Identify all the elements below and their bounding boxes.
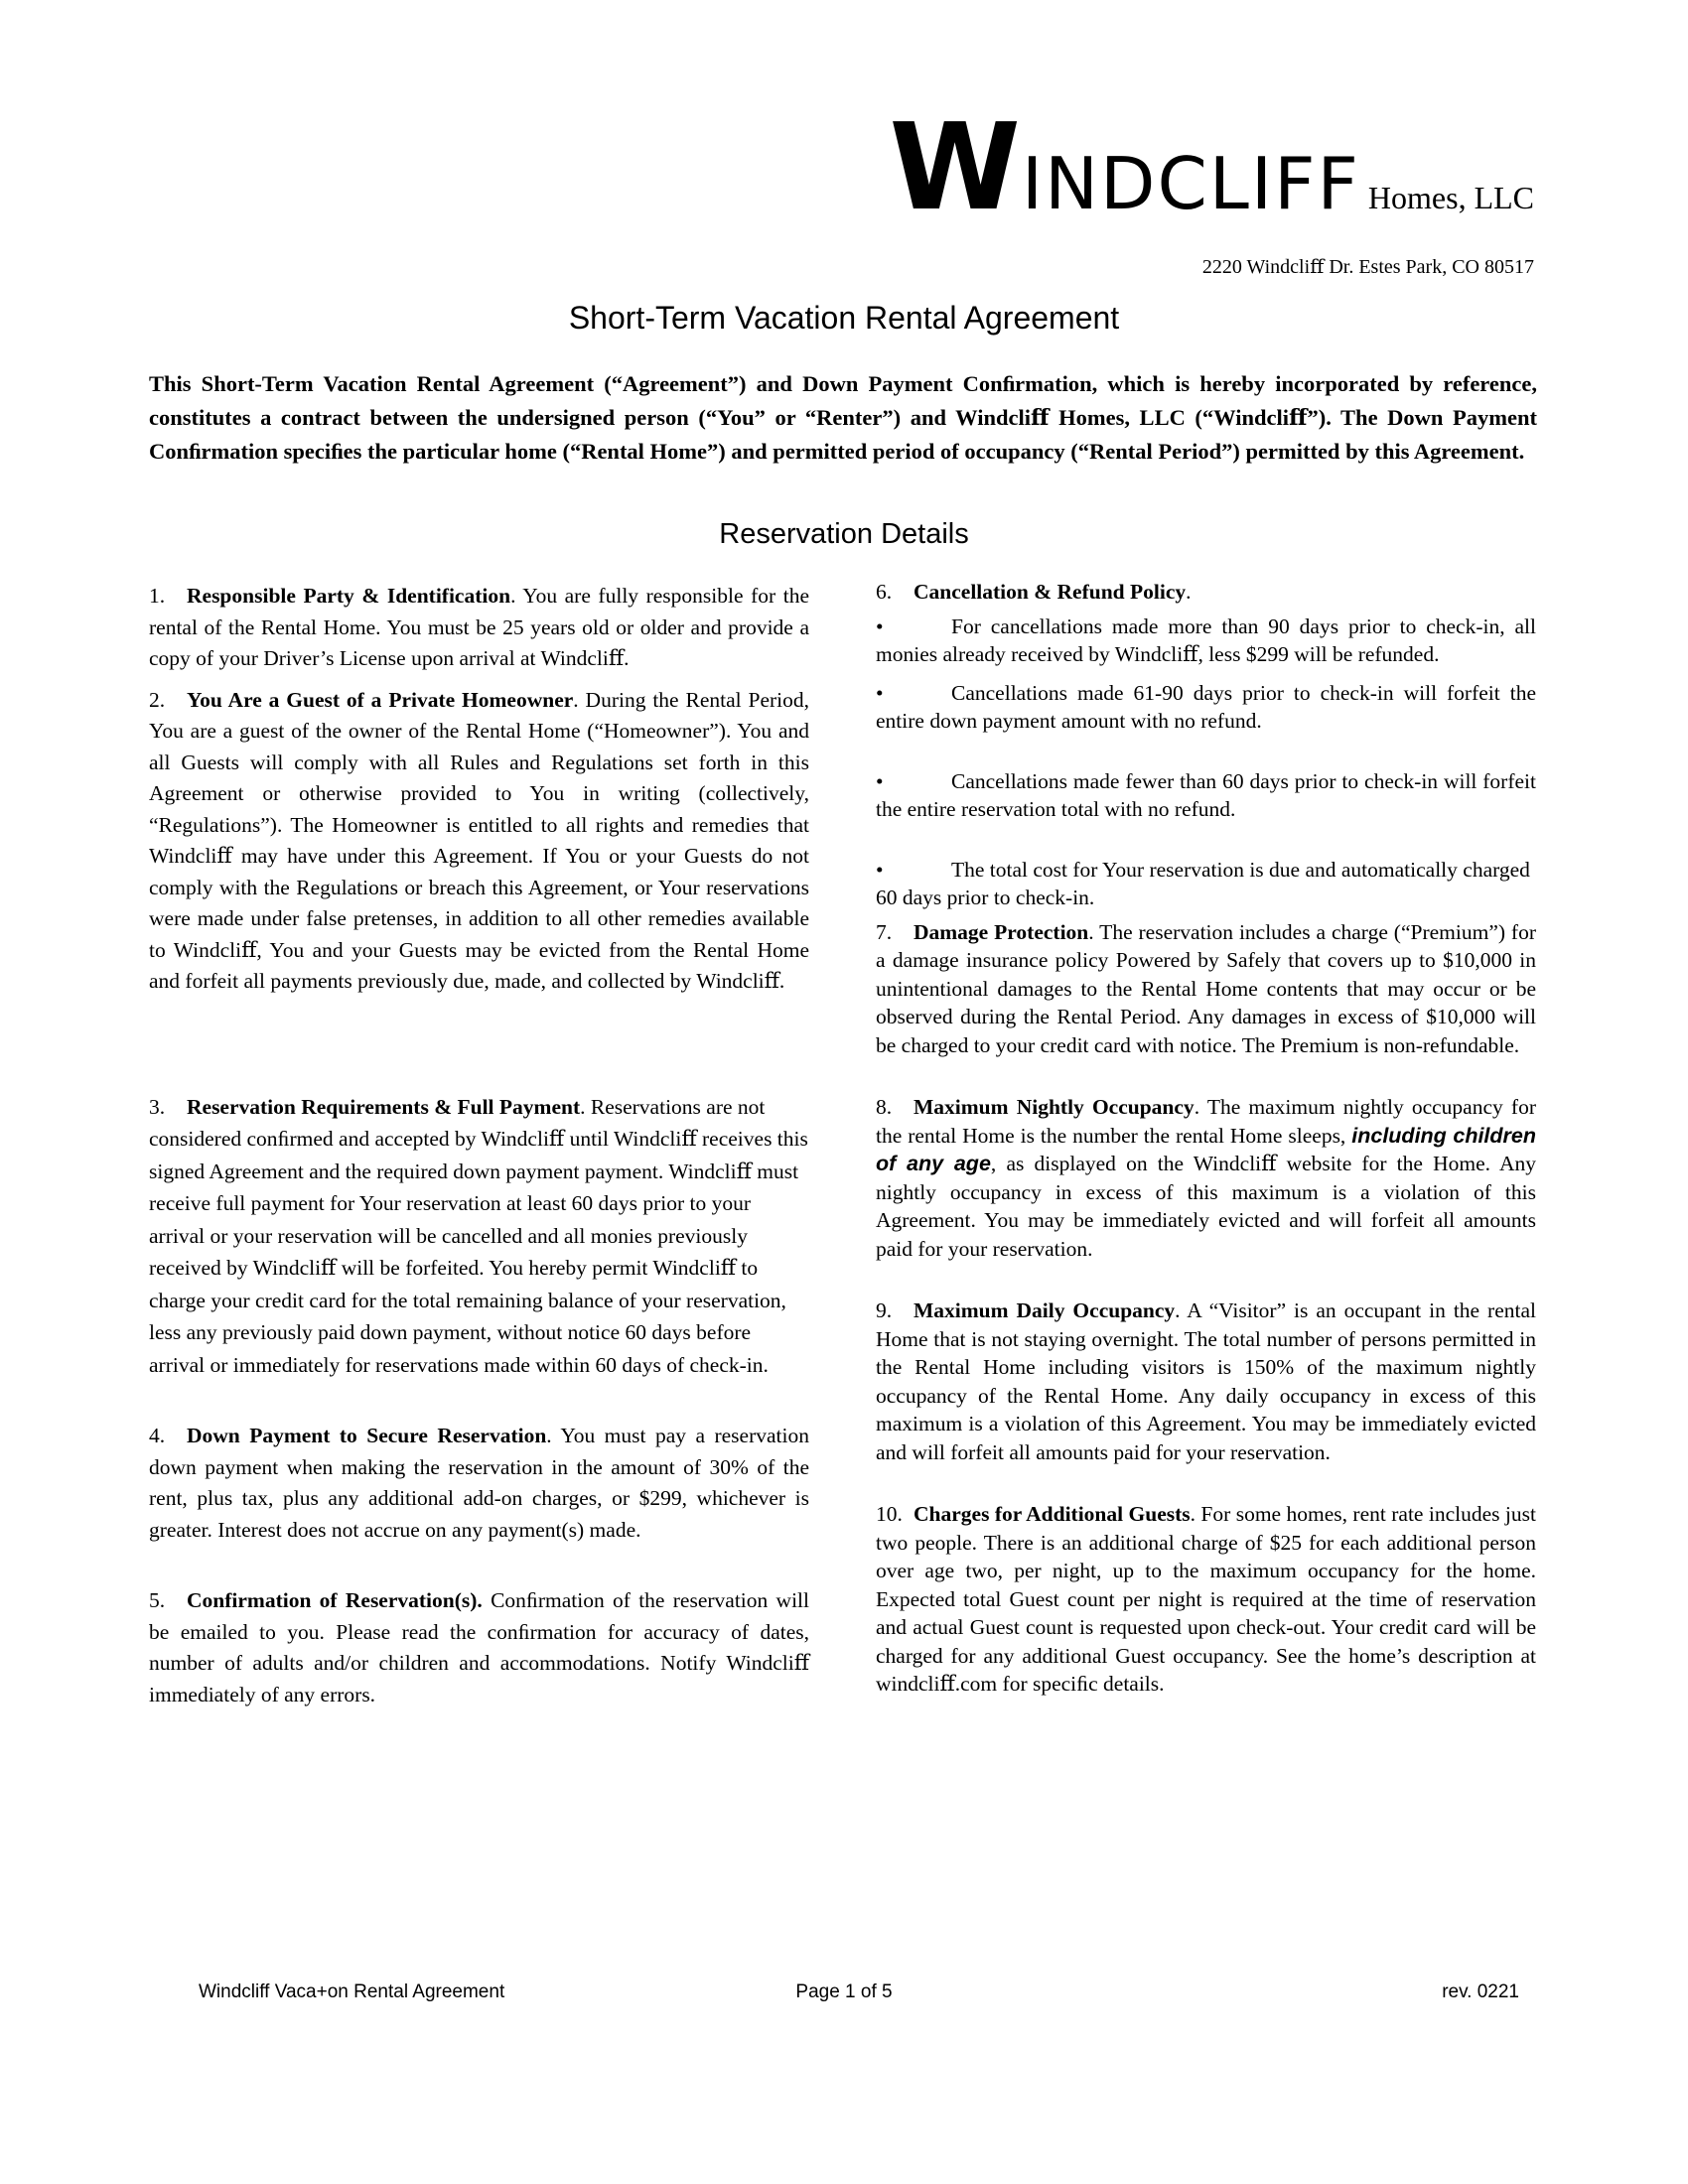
clause-heading: Maximum Nightly Occupancy bbox=[914, 1095, 1195, 1119]
bullet-icon: • bbox=[876, 614, 884, 638]
clause-heading: Confirmation of Reservation(s). bbox=[187, 1588, 483, 1612]
intro-paragraph: This Short-Term Vacation Rental Agreement (“Agreement”) and Down Payment Conﬁrmation, which is hereby incorporated by reference, constitutes a contract between the undersigned person (“You” or “Renter”) and Windcliﬀ Homes, LLC (“Windcliﬀ”). The Down Payment Conﬁrmation speciﬁes the particular home (“Rental Home”) and permitted period of occupancy (“Rental Period”) permitted by this Agreement. bbox=[149, 371, 1537, 464]
clause-3 bbox=[149, 1091, 809, 1382]
refund-bullet bbox=[876, 613, 1536, 669]
clause-number: 9. bbox=[876, 1298, 893, 1322]
refund-bullet bbox=[876, 856, 1536, 912]
clause-body: . The maximum nightly occupancy for the rental Home is the number the rental Home sleeps, bbox=[876, 1095, 1537, 1148]
clause-heading: Cancellation & Refund Policy bbox=[914, 580, 1187, 604]
clause-number: 5. bbox=[149, 1588, 166, 1612]
clause-heading: Damage Protection bbox=[914, 919, 1089, 944]
clause-body: . For some homes, rent rate includes just two people. There is an additional charge of $25 for each additional person over age two, per night, up to the maximum occupancy for the home. Expected total Guest count per night is required at the time of reservation and actual Guest count is requested upon check-out. Your credit card will be charged for any additional Guest occupancy. See the home’s description at windcliﬀ.com for speciﬁc details. bbox=[876, 1502, 1536, 1696]
bullet-icon: • bbox=[876, 857, 884, 882]
logo-suffix: Homes, LLC bbox=[1367, 180, 1534, 215]
footer-document-name: Windcliff Vaca+on Rental Agreement bbox=[199, 1981, 505, 2002]
bullet-icon: • bbox=[876, 680, 884, 705]
bullet-icon: • bbox=[876, 768, 884, 793]
clause-2 bbox=[149, 685, 809, 998]
bullet-text: The total cost for Your reservation is due and automatically charged 60 days prior to check-in. bbox=[876, 857, 1530, 909]
clause-8 bbox=[876, 1093, 1536, 1263]
footer-revision: rev. 0221 bbox=[1442, 1981, 1519, 2002]
clause-heading: Down Payment to Secure Reservation bbox=[187, 1424, 547, 1447]
company-logo bbox=[889, 99, 1534, 237]
clause-number: 4. bbox=[149, 1424, 166, 1447]
clause-body: . During the Rental Period, You are a guest of the owner of the Rental Home (“Homeowner”). You and all Guests will comply with all Rules and Regulations set forth in this Agreement or otherwise provided to You in writing (collectively, “Regulations”). The Homeowner is entitled to all rights and remedies that Windcliﬀ may have under this Agreement. If You or your Guests do not comply with the Regulations or breach this Agreement, or Your reservations were made under false pretenses, in addition to all other remedies available to Windcliﬀ, You and your Guests may be evicted from the Rental Home and forfeit all payments previously due, made, and collected by Windcliﬀ. bbox=[149, 687, 809, 993]
right-column bbox=[876, 578, 1536, 1699]
clause-heading: Reservation Requirements & Full Payment bbox=[187, 1094, 581, 1119]
clause-6 bbox=[876, 578, 1536, 607]
clause-10 bbox=[876, 1500, 1536, 1699]
clause-body: . You are fully responsible for the rental of the Rental Home. You must be 25 years old or older and provide a copy of your Driver’s License upon arrival at Windcliﬀ. bbox=[149, 584, 809, 670]
footer-page-number: Page 1 of 5 bbox=[795, 1981, 893, 2002]
bullet-text: Cancellations made 61-90 days prior to check-in will forfeit the entire down payment amount with no refund. bbox=[876, 680, 1536, 733]
clause-number: 8. bbox=[876, 1095, 893, 1119]
bullet-text: Cancellations made fewer than 60 days prior to check-in will forfeit the entire reservation total with no refund. bbox=[876, 768, 1536, 821]
clause-body: . A “Visitor” is an occupant in the rental Home that is not staying overnight. The total number of persons permitted in the Rental Home including visitors is 150% of the maximum nightly occupancy of the Rental Home. Any daily occupancy in excess of this maximum is a violation of this Agreement. You may be immediately evicted and will forfeit all amounts paid for your reservation. bbox=[876, 1298, 1536, 1464]
refund-bullet bbox=[876, 767, 1536, 824]
clause-body: . You must pay a reservation down payment when making the reservation in the amount of 30% of the rent, plus tax, plus any additional add-on charges, or $299, whichever is greater. Interest does not accrue on any payment(s) made. bbox=[149, 1424, 809, 1542]
clause-1 bbox=[149, 581, 809, 675]
clause-body: . bbox=[1186, 580, 1192, 604]
document-title: Short-Term Vacation Rental Agreement bbox=[568, 300, 1120, 336]
logo-initial: W bbox=[889, 99, 1022, 237]
left-column bbox=[149, 581, 809, 1710]
clause-5 bbox=[149, 1585, 809, 1710]
clause-number: 7. bbox=[876, 919, 893, 944]
clause-number: 10. bbox=[876, 1502, 903, 1526]
company-address: 2220 Windcliﬀ Dr. Estes Park, CO 80517 bbox=[1201, 256, 1534, 278]
clause-body: Conﬁrmation of the reservation will be emailed to you. Please read the conﬁrmation for accuracy of dates, number of adults and/or children and accommodations. Notify Windcliﬀ immediately of any errors. bbox=[149, 1588, 809, 1706]
clause-body: . The reservation includes a charge (“Premium”) for a damage insurance policy Powered by Safely that covers up to $10,000 in unintentional damages to the Rental Home contents that may occur or be observed during the Rental Period. Any damages in excess of $10,000 will be charged to your credit card with notice. The Premium is non-refundable. bbox=[876, 919, 1536, 1057]
logo-wordmark: INDCLIFF bbox=[1021, 142, 1360, 225]
clause-heading: Charges for Additional Guests bbox=[914, 1502, 1191, 1526]
clause-emphasis: including children of any age bbox=[876, 1123, 1536, 1175]
refund-bullet bbox=[876, 679, 1536, 736]
clause-number: 6. bbox=[876, 580, 893, 604]
clause-body: , as displayed on the Windcliﬀ website for the Home. Any nightly occupancy in excess of this maximum is a violation of this Agreement. You may be immediately evicted and will forfeit all amounts paid for your reservation. bbox=[876, 1152, 1536, 1261]
section-heading: Reservation Details bbox=[719, 518, 969, 550]
clause-heading: Responsible Party & Identification bbox=[187, 584, 511, 608]
clause-number: 2. bbox=[149, 687, 166, 712]
clause-9 bbox=[876, 1297, 1536, 1466]
clause-body: . Reservations are not considered conﬁrmed and accepted by Windcliﬀ until Windcliﬀ receives this signed Agreement and the required down payment payment. Windcliﬀ must receive full payment for Your reservation at least 60 days prior to your arrival or your reservation will be cancelled and all monies previously received by Windcliﬀ will be forfeited. You hereby permit Windcliﬀ to charge your credit card for the total remaining balance of your reservation, less any previously paid down payment, without notice 60 days before arrival or immediately for reservations made within 60 days of check-in. bbox=[149, 1094, 808, 1377]
clause-heading: Maximum Daily Occupancy bbox=[914, 1298, 1176, 1322]
clause-4 bbox=[149, 1421, 809, 1546]
clause-number: 3. bbox=[149, 1094, 166, 1119]
clause-heading: You Are a Guest of a Private Homeowner bbox=[187, 687, 574, 712]
clause-number: 1. bbox=[149, 584, 166, 608]
clause-7 bbox=[876, 918, 1536, 1060]
bullet-text: For cancellations made more than 90 days prior to check-in, all monies already received by Windcliﬀ, less $299 will be refunded. bbox=[876, 614, 1536, 666]
